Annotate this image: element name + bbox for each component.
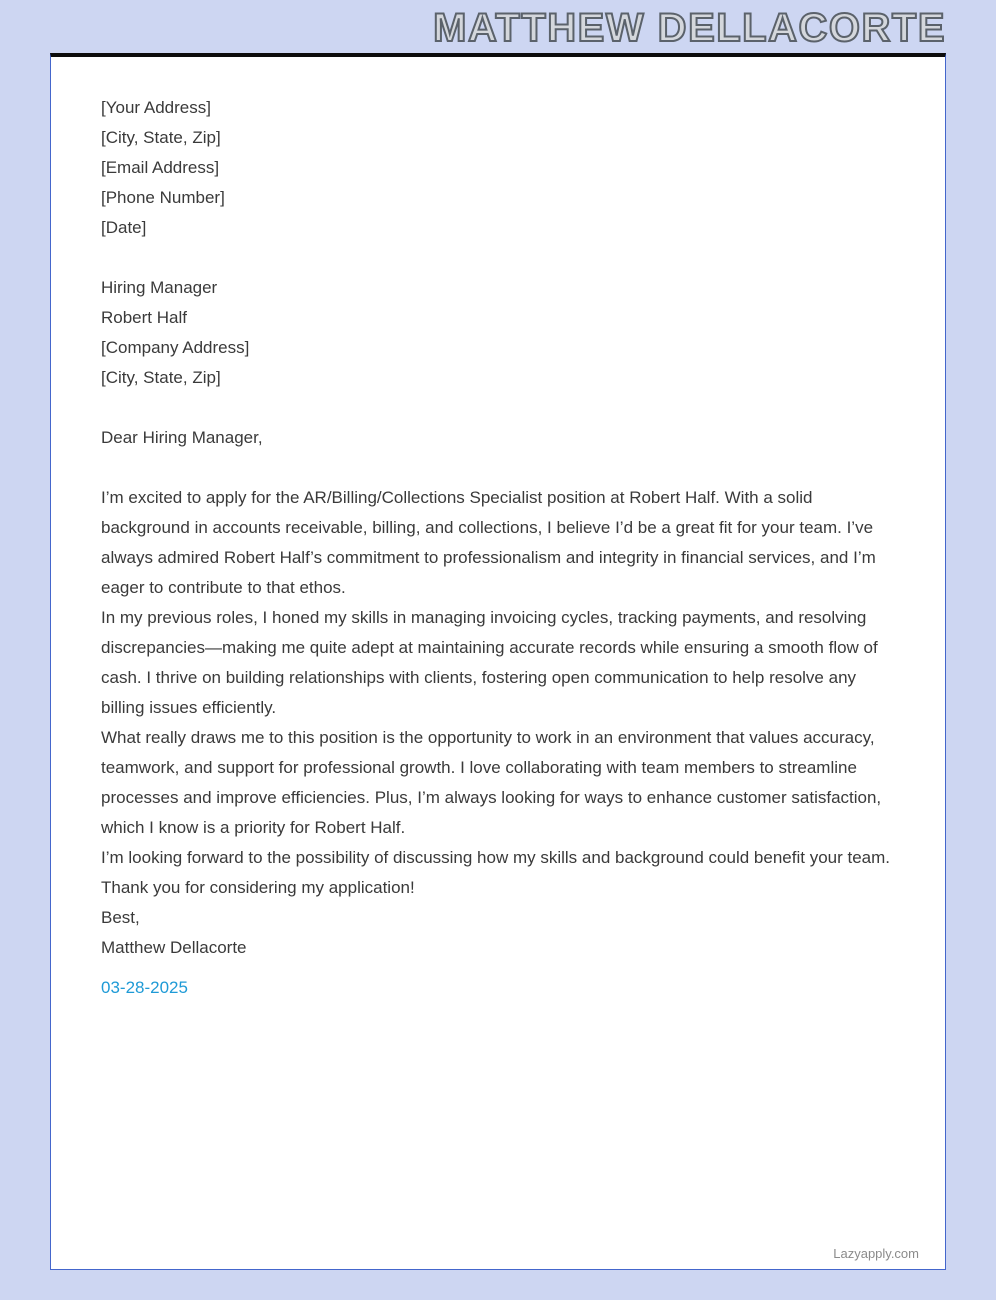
letter-page [50, 53, 946, 1270]
header-bar [433, 6, 946, 51]
recipient-title-line: Hiring Manager [101, 278, 218, 297]
recipient-company-line: Robert Half [101, 308, 187, 327]
sender-email-line: [Email Address] [101, 158, 220, 177]
sender-phone-line: [Phone Number] [101, 188, 225, 207]
watermark: Lazyapply.com [833, 1246, 919, 1261]
candidate-name: MATTHEW DELLACORTE [433, 6, 946, 50]
sender-city-line: [City, State, Zip] [101, 128, 221, 147]
recipient-city-line: [City, State, Zip] [101, 368, 221, 387]
paragraph-closing: I’m looking forward to the possibility of discussing how my skills and background could benefit your team. Thank you for considering my application! [101, 848, 890, 897]
salutation: Dear Hiring Manager, [101, 428, 263, 447]
sender-address-line: [Your Address] [101, 98, 211, 117]
paragraph-experience: In my previous roles, I honed my skills in managing invoicing cycles, tracking payments, and resolving discrepancies—making me quite adept at maintaining accurate records while ensuring a smooth flow of cash. I thrive on building relationships with clients, fostering open communication to help resolve any billing issues efficiently. [101, 608, 878, 717]
recipient-address-block [101, 273, 891, 393]
sender-date-line: [Date] [101, 218, 147, 237]
signature-block [101, 903, 891, 1003]
salutation-block [101, 423, 891, 453]
sender-address-block [101, 93, 891, 243]
closing-word: Best, [101, 908, 140, 927]
recipient-address-line: [Company Address] [101, 338, 250, 357]
paragraph-motivation: What really draws me to this position is the opportunity to work in an environment that values accuracy, teamwork, and support for professional growth. I love collaborating with team members to streamline processes and improve efficiencies. Plus, I’m always looking for ways to enhance customer satisfaction, which I know is a priority for Robert Half. [101, 728, 882, 837]
letter-content [51, 57, 945, 1003]
paragraph-intro: I’m excited to apply for the AR/Billing/Collections Specialist position at Robert Half. With a solid background in accounts receivable, billing, and collections, I believe I’d be a great fit for your team. I’ve always admired Robert Half’s commitment to professionalism and integrity in financial services, and I’m eager to contribute to that ethos. [101, 488, 876, 597]
sent-date: 03-28-2025 [101, 978, 188, 997]
signature-name: Matthew Dellacorte [101, 938, 247, 957]
